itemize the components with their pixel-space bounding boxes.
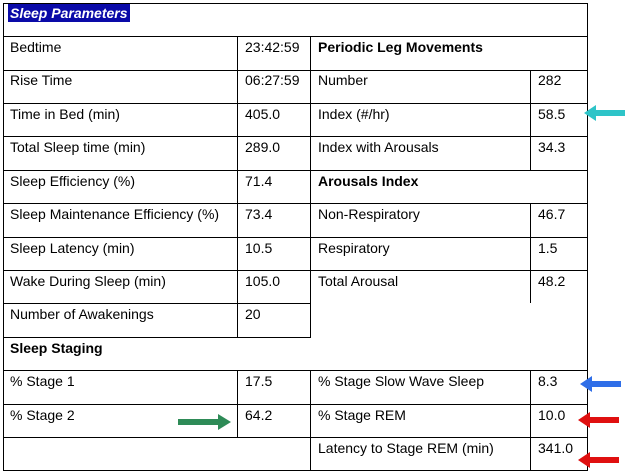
- total-arousal-label: Total Arousal: [318, 273, 399, 289]
- row-divider: [3, 170, 588, 171]
- number-of-awakenings-label: Number of Awakenings: [10, 306, 154, 322]
- row-divider: [3, 203, 588, 204]
- time-in-bed-value: 405.0: [245, 106, 281, 122]
- table-title: Sleep Parameters: [10, 5, 128, 21]
- stage-rem-value: 10.0: [538, 407, 566, 423]
- stage-2-value: 64.2: [245, 407, 273, 423]
- sleep-latency-value: 10.5: [245, 240, 273, 256]
- stage-1-label: % Stage 1: [10, 373, 75, 389]
- column-divider: [310, 370, 311, 471]
- row-divider: [3, 237, 588, 238]
- plm-index-arousals-label: Index with Arousals: [318, 139, 439, 155]
- respiratory-label: Respiratory: [318, 240, 390, 256]
- plm-index-label: Index (#/hr): [318, 106, 390, 122]
- wake-during-sleep-value: 105.0: [245, 273, 281, 289]
- wake-during-sleep-label: Wake During Sleep (min): [10, 273, 166, 289]
- stage-sws-label: % Stage Slow Wave Sleep: [318, 373, 485, 389]
- total-sleep-time-label: Total Sleep time (min): [10, 139, 146, 155]
- time-in-bed-label: Time in Bed (min): [10, 106, 120, 122]
- total-arousal-value: 48.2: [538, 273, 566, 289]
- stage-rem-label: % Stage REM: [318, 407, 406, 423]
- plm-heading: Periodic Leg Movements: [318, 39, 483, 55]
- non-respiratory-label: Non-Respiratory: [318, 206, 420, 222]
- sleep-efficiency-label: Sleep Efficiency (%): [10, 173, 136, 189]
- red-arrow-left-icon: [578, 450, 620, 470]
- row-divider: [3, 303, 311, 304]
- respiratory-value: 1.5: [538, 240, 558, 256]
- stage-2-label: % Stage 2: [10, 407, 75, 423]
- sleep-maintenance-efficiency-label: Sleep Maintenance Efficiency (%): [10, 206, 220, 222]
- sleep-maintenance-efficiency-value: 73.4: [245, 206, 273, 222]
- sleep-efficiency-value: 71.4: [245, 173, 273, 189]
- sleep-latency-label: Sleep Latency (min): [10, 240, 135, 256]
- plm-number-value: 282: [538, 72, 562, 88]
- row-divider: [3, 437, 588, 438]
- row-divider: [3, 103, 588, 104]
- plm-index-value: 58.5: [538, 106, 566, 122]
- column-divider: [237, 370, 238, 437]
- rem-latency-value: 341.0: [538, 440, 574, 456]
- stage-sws-value: 8.3: [538, 373, 558, 389]
- plm-number-label: Number: [318, 72, 368, 88]
- row-divider: [3, 337, 311, 338]
- bedtime-label: Bedtime: [10, 39, 62, 55]
- row-divider: [3, 70, 588, 71]
- arousals-heading: Arousals Index: [318, 173, 419, 189]
- row-divider: [3, 404, 588, 405]
- rise-time-label: Rise Time: [10, 72, 73, 88]
- stage-1-value: 17.5: [245, 373, 273, 389]
- sleep-staging-heading: Sleep Staging: [10, 340, 103, 356]
- column-divider: [530, 370, 531, 471]
- non-respiratory-value: 46.7: [538, 206, 566, 222]
- column-divider: [530, 203, 531, 303]
- row-divider: [3, 36, 588, 37]
- column-divider: [530, 70, 531, 170]
- cyan-arrow-left-icon: [584, 103, 626, 123]
- plm-index-arousals-value: 34.3: [538, 139, 566, 155]
- blue-arrow-left-icon: [580, 374, 622, 394]
- red-arrow-left-icon: [578, 410, 620, 430]
- row-divider: [3, 270, 588, 271]
- total-sleep-time-value: 289.0: [245, 139, 281, 155]
- row-divider: [3, 370, 588, 371]
- column-divider: [310, 36, 311, 337]
- green-arrow-right-icon: [178, 412, 232, 432]
- number-of-awakenings-value: 20: [245, 306, 261, 322]
- rem-latency-label: Latency to Stage REM (min): [318, 440, 494, 456]
- column-divider: [237, 36, 238, 337]
- bedtime-value: 23:42:59: [245, 39, 300, 55]
- row-divider: [3, 136, 588, 137]
- rise-time-value: 06:27:59: [245, 72, 300, 88]
